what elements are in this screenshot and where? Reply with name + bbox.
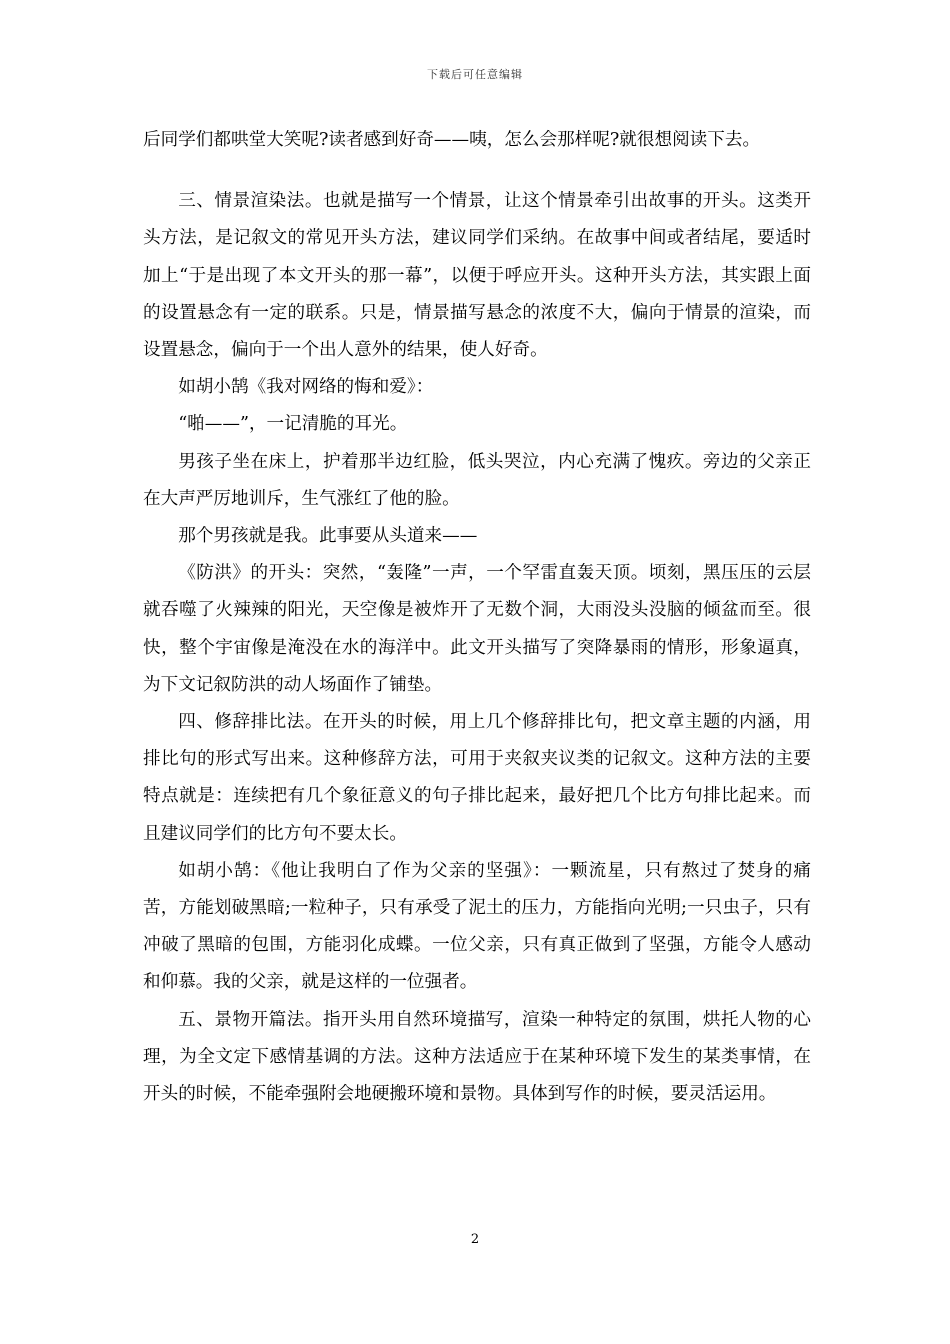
document-body (143, 122, 811, 1113)
paragraph-example-intro: 如胡小鹄《我对网络的悔和爱》： (178, 377, 434, 398)
page-header: 下载后可任意编辑 (427, 68, 523, 81)
page-number: 2 (470, 1232, 480, 1247)
paragraph-section-three: 三、情景渲染法。也就是描写一个情景，让这个情景牵引出故事的开头。这类开头方法，是记叙文的常见开头方法，建议同学们采纳。在故事中间或者结尾，要适时加上“于是出现了本文开头的那一幕”，以便于呼应开头。这种开头方法，其实跟上面的设置悬念有一定的联系。只是，情景描写悬念的浓度不大，偏向于情景的渲染，而设置悬念，偏向于一个出人意外的结果，使人好奇。 (143, 191, 811, 361)
paragraph-boy-on-bed: 男孩子坐在床上，护着那半边红脸，低头哭泣，内心充满了愧疚。旁边的父亲正在大声严厉地训斥，生气涨红了他的脸。 (143, 451, 811, 509)
paragraph-section-four: 四、修辞排比法。在开头的时候，用上几个修辞排比句，把文章主题的内涵，用排比句的形式写出来。这种修辞方法，可用于夹叙夹议类的记叙文。这种方法的主要特点就是：连续把有几个象征意义的句子排比起来，最好把几个比方句排比起来。而且建议同学们的比方句不要太长。 (143, 712, 811, 844)
paragraph-flood-example: 《防洪》的开头：突然，“轰隆”一声，一个罕雷直轰天顶。顷刻，黑压压的云层就吞噬了火辣辣的阳光，天空像是被炸开了无数个洞，大雨没头没脑的倾盆而至。很快，整个宇宙像是淹没在水的海洋中。此文开头描写了突降暴雨的情形，形象逼真，为下文记叙防洪的动人场面作了铺垫。 (143, 563, 811, 695)
paragraph-that-boy: 那个男孩就是我。此事要从头道来—— (178, 526, 478, 547)
paragraph-continuation: 后同学们都哄堂大笑呢?读者感到好奇——咦，怎么会那样呢?就很想阅读下去。 (143, 130, 761, 150)
paragraph-section-five: 五、景物开篇法。指开头用自然环境描写，渲染一种特定的氛围，烘托人物的心理，为全文定下感情基调的方法。这种方法适应于在某种环境下发生的某类事情，在开头的时候，不能牵强附会地硬搬环境和景物。具体到写作的时候，要灵活运用。 (143, 1009, 811, 1105)
paragraph-quote-slap: “啪——”，一记清脆的耳光。 (178, 414, 408, 435)
paragraph-father-example: 如胡小鹄：《他让我明白了作为父亲的坚强》：一颗流星，只有熬过了焚身的痛苦，方能划破黑暗;一粒种子，只有承受了泥土的压力，方能指向光明;一只虫子，只有冲破了黑暗的包围，方能羽化成蝶。一位父亲，只有真正做到了坚强，方能令人感动和仰慕。我的父亲，就是这样的一位强者。 (143, 860, 811, 993)
